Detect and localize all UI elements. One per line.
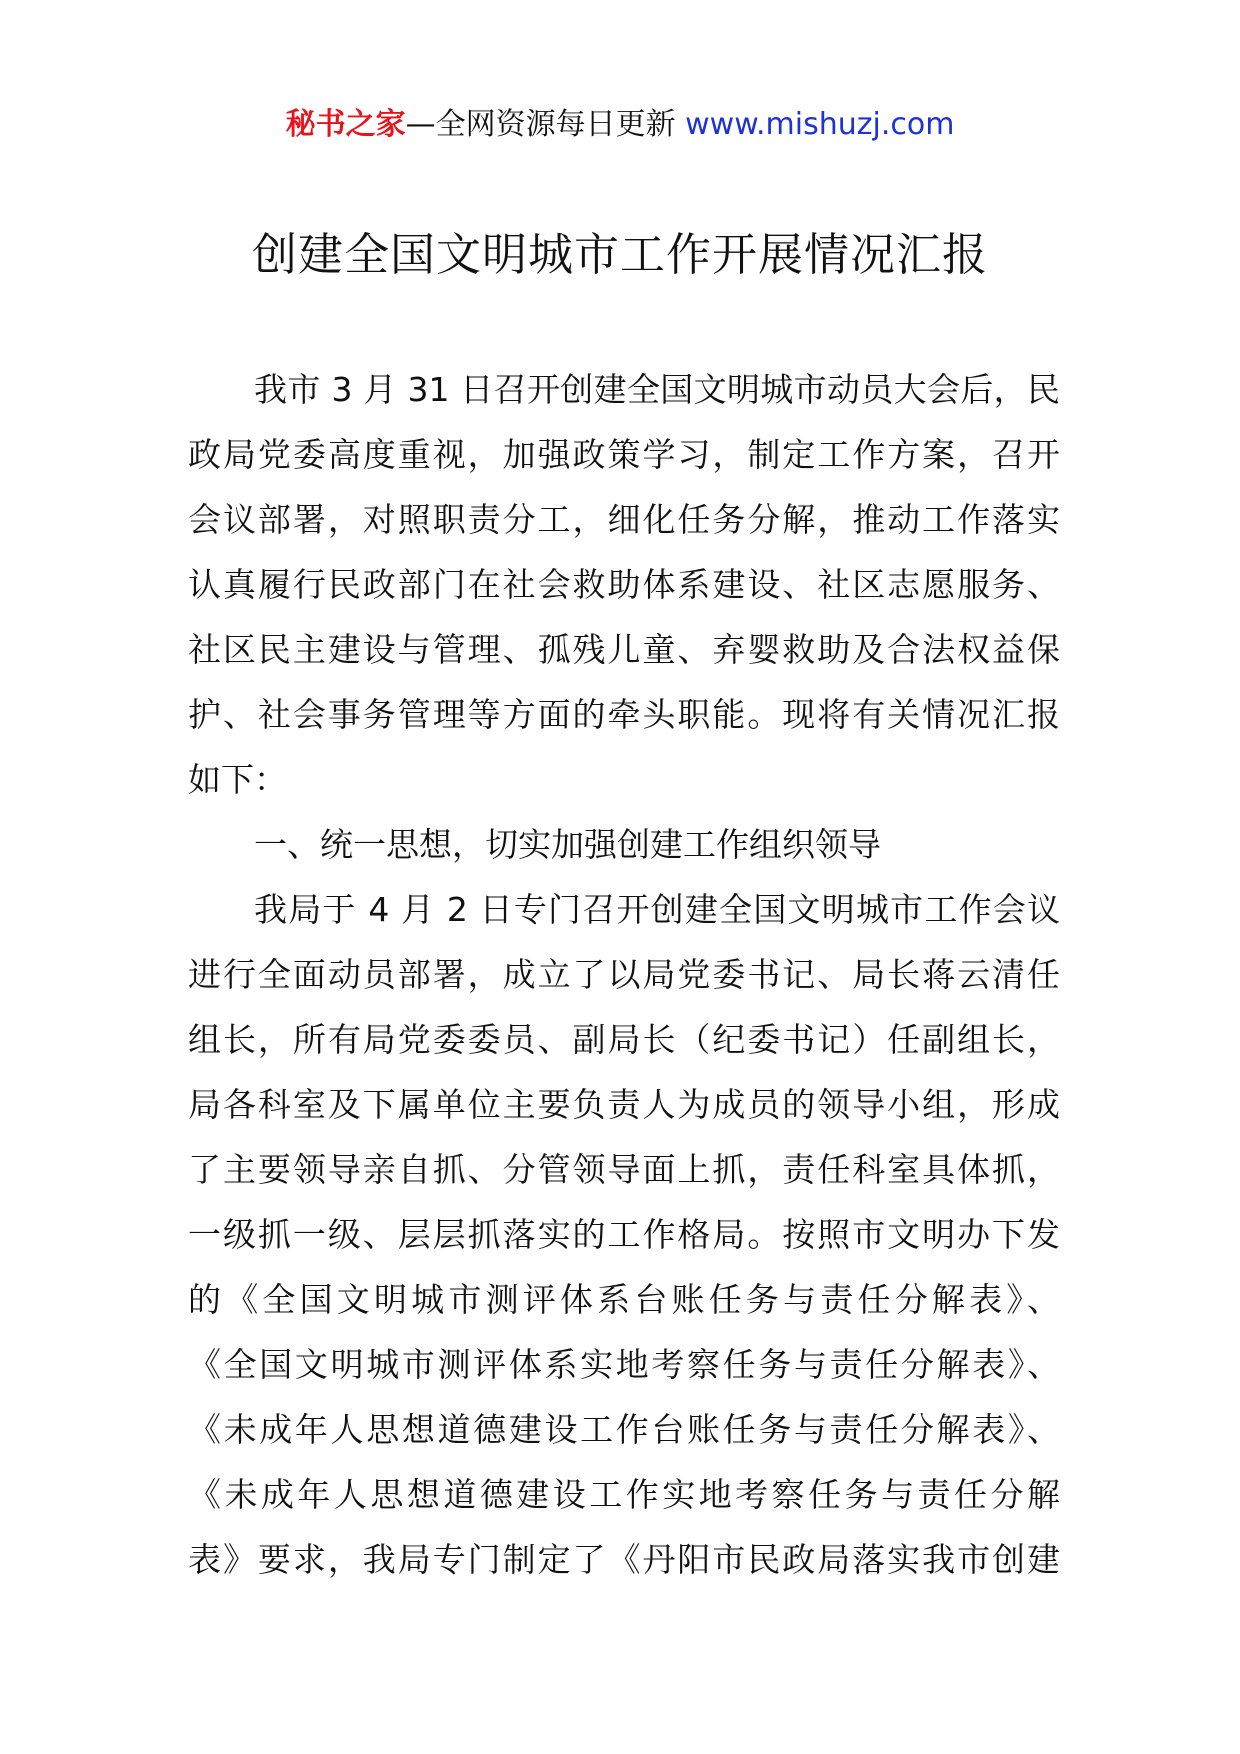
document-title: 创建全国文明城市工作开展情况汇报 <box>251 228 988 281</box>
body-line: 我市 3 月 31 日召开创建全国文明城市动员大会后，民 <box>254 370 1060 409</box>
body-line: 政局党委高度重视，加强政策学习，制定工作方案，召开 <box>188 435 1060 474</box>
body-line: 进行全面动员部署，成立了以局党委书记、局长蒋云清任 <box>188 955 1060 994</box>
site-tagline: —全网资源每日更新 <box>405 107 676 142</box>
section-heading: 一、统一思想，切实加强创建工作组织领导 <box>254 825 881 864</box>
site-url-link[interactable]: www.mishuzj.com <box>685 107 955 142</box>
body-line: 的《全国文明城市测评体系台账任务与责任分解表》、 <box>188 1280 1060 1319</box>
body-line: 了主要领导亲自抓、分管领导面上抓，责任科室具体抓， <box>188 1150 1060 1189</box>
body-line: 会议部署，对照职责分工，细化任务分解，推动工作落实 <box>188 500 1060 539</box>
body-line: 《全国文明城市测评体系实地考察任务与责任分解表》、 <box>188 1345 1060 1384</box>
body-line: 局各科室及下属单位主要负责人为成员的领导小组，形成 <box>188 1085 1060 1124</box>
body-line: 《未成年人思想道德建设工作实地考察任务与责任分解 <box>188 1475 1060 1514</box>
body-line: 认真履行民政部门在社会救助体系建设、社区志愿服务、 <box>188 565 1060 604</box>
document-body <box>188 357 1060 1592</box>
body-line: 我局于 4 月 2 日专门召开创建全国文明城市工作会议 <box>254 890 1060 929</box>
body-line: 组长，所有局党委委员、副局长（纪委书记）任副组长， <box>188 1020 1060 1059</box>
body-line: 护、社会事务管理等方面的牵头职能。现将有关情况汇报 <box>188 695 1060 734</box>
body-line: 社区民主建设与管理、孤残儿童、弃婴救助及合法权益保 <box>188 630 1060 669</box>
body-line: 一级抓一级、层层抓落实的工作格局。按照市文明办下发 <box>188 1215 1060 1254</box>
site-brand: 秘书之家 <box>285 107 406 142</box>
body-line: 如下： <box>188 760 287 799</box>
site-header <box>0 100 1240 150</box>
body-line: 《未成年人思想道德建设工作台账任务与责任分解表》、 <box>188 1410 1060 1449</box>
body-line: 表》要求，我局专门制定了《丹阳市民政局落实我市创建 <box>188 1540 1060 1579</box>
